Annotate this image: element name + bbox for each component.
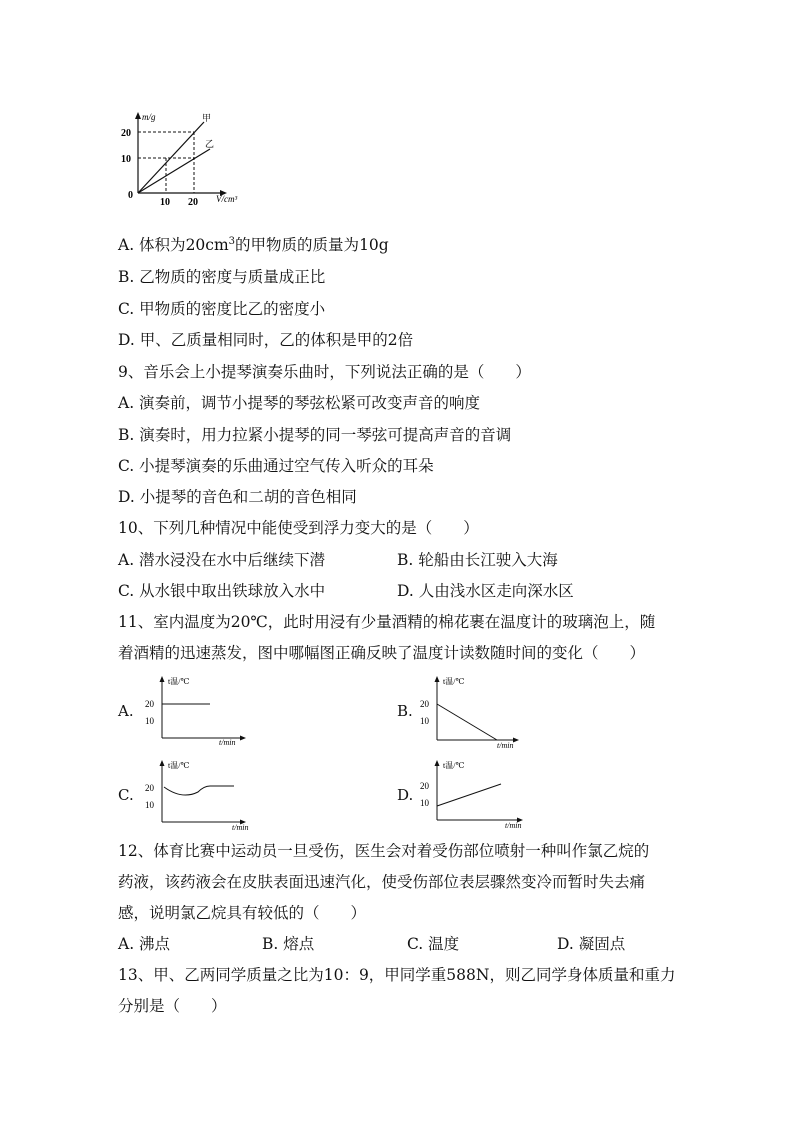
q10-option-c[interactable]: C. 从水银中取出铁球放入水中 [118,582,326,600]
q11-option-d-label[interactable]: D. [397,786,414,804]
svg-text:10: 10 [145,800,154,810]
svg-text:10: 10 [145,716,154,726]
svg-text:t温/℃: t温/℃ [168,761,190,770]
q12-option-b[interactable]: B. 熔点 [262,935,315,953]
svg-text:乙: 乙 [205,139,215,149]
svg-text:20: 20 [188,197,198,208]
q11-option-c-label[interactable]: C. [118,786,134,804]
q9-stem: 9、音乐会上小提琴演奏乐曲时，下列说法正确的是（ ） [118,363,531,381]
svg-text:20: 20 [420,781,429,791]
svg-text:20: 20 [420,699,429,709]
svg-text:10: 10 [420,798,429,808]
q11-option-b-label[interactable]: B. [397,702,413,720]
q8-option-d[interactable]: D. 甲、乙质量相同时，乙的体积是甲的2倍 [118,331,414,349]
svg-text:甲: 甲 [202,113,212,123]
mass-volume-graph [118,108,258,208]
svg-text:t/min: t/min [497,741,514,750]
svg-text:20: 20 [145,783,154,793]
svg-text:t温/℃: t温/℃ [168,677,190,686]
q12-option-a[interactable]: A. 沸点 [118,935,171,953]
q13-stem-line1: 13、甲、乙两同学质量之比为10：9，甲同学重588N，则乙同学身体质量和重力 [118,966,676,984]
q9-option-c[interactable]: C. 小提琴演奏的乐曲通过空气传入听众的耳朵 [118,457,434,475]
q8-option-c[interactable]: C. 甲物质的密度比乙的密度小 [118,300,326,318]
q11-graph-c[interactable] [142,758,272,832]
q11-graph-d[interactable] [417,758,547,830]
svg-text:t/min: t/min [219,738,236,746]
q10-stem: 10、下列几种情况中能使受到浮力变大的是（ ） [118,519,479,537]
line-yi [138,149,210,193]
svg-text:10: 10 [121,154,131,165]
q11-graph-b[interactable] [417,674,547,750]
q9-option-d[interactable]: D. 小提琴的音色和二胡的音色相同 [118,488,357,506]
svg-text:t温/℃: t温/℃ [443,761,465,770]
svg-text:t/min: t/min [232,823,249,832]
q11-stem-line2: 着酒精的迅速蒸发，图中哪幅图正确反映了温度计读数随时间的变化（ ） [118,644,646,662]
q10-option-b[interactable]: B. 轮船由长江驶入大海 [397,551,558,569]
svg-text:10: 10 [420,716,429,726]
svg-text:0: 0 [128,190,133,201]
q9-option-a[interactable]: A. 演奏前，调节小提琴的琴弦松紧可改变声音的响度 [118,394,481,412]
q12-stem-line1: 12、体育比赛中运动员一旦受伤，医生会对着受伤部位喷射一种叫作氯乙烷的 [118,842,650,860]
q12-stem-line3: 感，说明氯乙烷具有较低的（ ） [118,904,367,922]
q11-option-a-label[interactable]: A. [118,702,134,720]
svg-text:20: 20 [145,699,154,709]
svg-text:t温/℃: t温/℃ [443,677,465,686]
q10-option-d[interactable]: D. 人由浅水区走向深水区 [397,582,574,600]
q12-option-c[interactable]: C. 温度 [407,935,460,953]
q11-stem-line1: 11、室内温度为20℃，此时用浸有少量酒精的棉花裹在温度计的玻璃泡上，随 [118,613,656,631]
q8-option-a[interactable]: A. 体积为$20cm^3$的甲物质的质量为10g [118,236,389,255]
q9-option-b[interactable]: B. 演奏时，用力拉紧小提琴的同一琴弦可提高声音的音调 [118,426,512,444]
q12-option-d[interactable]: D. 凝固点 [557,935,626,953]
q8-option-b[interactable]: B. 乙物质的密度与质量成正比 [118,268,326,286]
q11-graph-a[interactable] [142,674,272,746]
svg-text:10: 10 [160,197,170,208]
q12-stem-line2: 药液，该药液会在皮肤表面迅速汽化，使受伤部位表层骤然变冷而暂时失去痛 [118,873,646,891]
q10-option-a[interactable]: A. 潜水浸没在水中后继续下潜 [118,551,326,569]
svg-text:t/min: t/min [505,821,522,830]
q13-stem-line2: 分别是（ ） [118,997,227,1015]
svg-text:20: 20 [121,128,131,139]
svg-text:m/g: m/g [142,112,156,122]
svg-text:V/cm³: V/cm³ [216,194,238,204]
